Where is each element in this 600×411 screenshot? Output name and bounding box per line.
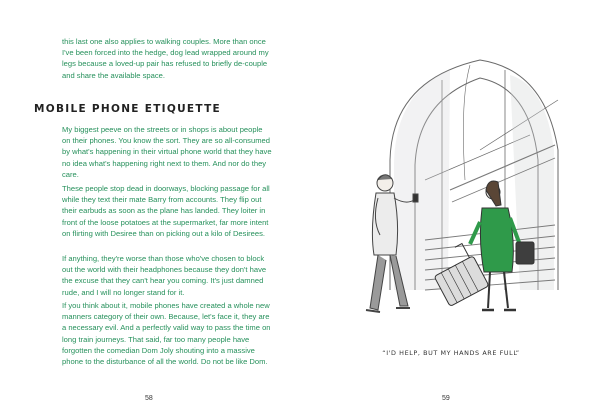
section-heading: MOBILE PHONE ETIQUETTE [34,103,222,115]
body-paragraph-1: My biggest peeve on the streets or in shops is about people on their phones. You know the sort. They are so all-consumed by what's happening in their virtual phone world that they have no idea what's happening right next to them. And nor do they care. [62,125,272,179]
intro-paragraph: this last one also applies to walking couples. More than once I've been forced into the hedge, dog lead wrapped around my legs because a loved-up pair has refused to briefly de-couple and share the available space. [62,37,269,80]
page-number-right: 59 [442,395,450,402]
right-page [300,0,600,411]
cartoon-illustration [330,40,570,342]
illustration-caption: “I'D HELP, BUT MY HANDS ARE FULL” [382,349,520,357]
body-paragraph-3: If anything, they're worse than those who've chosen to block out the world with their headphones because they don't have the excuse that they can't hear you coming. It's just damned rude, and I will no longer stand for it. [62,254,267,297]
page-number-left: 58 [145,395,153,402]
body-paragraph-2: These people stop dead in doorways, blocking passage for all while they text their mate Barry from accounts. They flip out their earbuds as soon as the plane has landed. They loiter in front of the loose potatoes at the supermarket, far more intent on flirting with Desiree than on picking out a kilo of Desirees. [62,184,270,238]
body-paragraph-4: If you think about it, mobile phones have created a whole new manners category of their own. Because, let's face it, they are a necessary evil. And a perfectly valid way to pass the time on long train journeys. That said, far too many people have forgotten the comedian Dom Joly shouting into a massive phone to the disturbance of all the world. Do not be like Dom. [62,301,271,367]
